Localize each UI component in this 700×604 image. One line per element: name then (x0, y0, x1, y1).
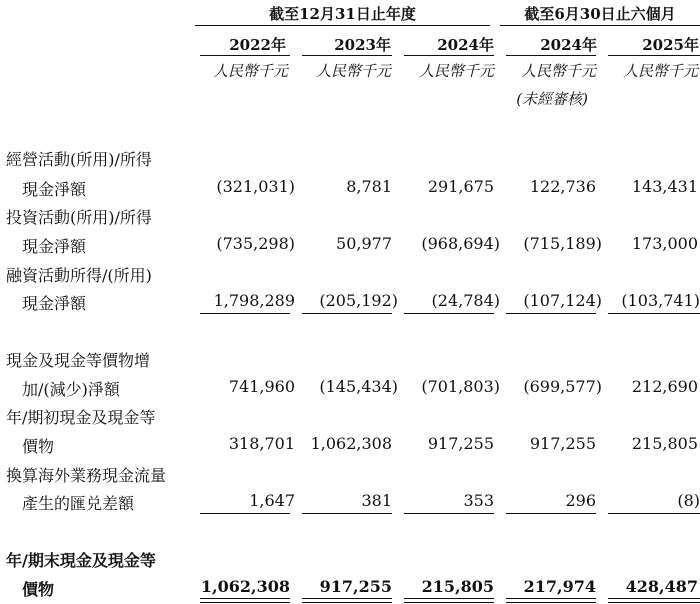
row-investing-value-col3: (968,694) (421, 234, 500, 253)
year-rule-col1 (200, 55, 290, 56)
total-double-rule-col3 (404, 598, 494, 603)
row-investing-label-line1: 投資活動(所用)/所得 (6, 208, 152, 227)
unit-label-col5: 人民幣千元 (622, 62, 698, 80)
row-opening-label-line2: 價物 (22, 437, 55, 456)
header-year-end-rule (195, 25, 490, 26)
total-rule-col2 (302, 513, 392, 514)
total-rule-col1 (200, 513, 290, 514)
row-exchange-value-col4: 296 (565, 491, 596, 510)
row-closing-label-line1: 年/期末現金及現金等 (6, 551, 156, 570)
total-double-rule-col2 (302, 598, 392, 603)
unaudited-note: (未經審核) (516, 90, 588, 108)
row-net-change-value-col1: 741,960 (228, 377, 295, 396)
unit-label-col2: 人民幣千元 (315, 62, 391, 80)
row-investing-value-col1: (735,298) (216, 234, 295, 253)
row-closing-value-col5: 428,487 (625, 577, 698, 596)
row-opening-value-col2: 1,062,308 (310, 434, 392, 453)
header-six-months-group: 截至6月30日止六個月 (524, 5, 676, 23)
row-opening-value-col5: 215,805 (631, 434, 698, 453)
row-operating-value-col2: 8,781 (346, 177, 392, 196)
year-header-col2: 2023年 (334, 36, 391, 54)
row-closing-label-line2: 價物 (22, 580, 55, 599)
row-financing-label-line2: 現金淨額 (22, 294, 87, 313)
row-net-change-value-col2: (145,434) (319, 377, 398, 396)
row-opening-value-col3: 917,255 (427, 434, 494, 453)
row-investing-value-col2: 50,977 (336, 234, 392, 253)
row-closing-value-col2: 917,255 (319, 577, 392, 596)
row-net-change-value-col5: 212,690 (631, 377, 698, 396)
row-operating-value-col5: 143,431 (631, 177, 698, 196)
row-exchange-value-col3: 353 (463, 491, 494, 510)
row-net-change-value-col3: (701,803) (421, 377, 500, 396)
header-six-months-rule (500, 25, 700, 26)
row-net-change-label-line2: 加/(減少)淨額 (22, 380, 120, 399)
row-financing-value-col2: (205,192) (319, 291, 398, 310)
row-operating-value-col1: (321,031) (216, 177, 295, 196)
row-operating-value-col3: 291,675 (427, 177, 494, 196)
total-rule-col3 (404, 513, 494, 514)
subtotal-rule-col3 (404, 313, 494, 314)
row-financing-label-line1: 融資活動所得/(所用) (6, 266, 152, 285)
year-header-col4: 2024年 (540, 36, 597, 54)
row-opening-label-line1: 年/期初現金及現金等 (6, 408, 156, 427)
header-year-end-group: 截至12月31日止年度 (269, 5, 416, 23)
row-investing-value-col4: (715,189) (523, 234, 602, 253)
row-exchange-value-col5: (8) (677, 491, 700, 510)
row-net-change-value-col4: (699,577) (523, 377, 602, 396)
year-rule-col2 (302, 55, 392, 56)
year-rule-col5 (608, 55, 700, 56)
total-double-rule-col1 (200, 598, 290, 603)
subtotal-rule-col1 (200, 313, 290, 314)
row-financing-value-col4: (107,124) (523, 291, 602, 310)
row-investing-value-col5: 173,000 (631, 234, 698, 253)
year-rule-col4 (506, 55, 596, 56)
row-exchange-label-line1: 換算海外業務現金流量 (6, 466, 167, 485)
row-exchange-value-col1: 1,647 (249, 491, 295, 510)
row-opening-value-col4: 917,255 (529, 434, 596, 453)
row-financing-value-col5: (103,741) (621, 291, 700, 310)
unit-label-col4: 人民幣千元 (520, 62, 596, 80)
subtotal-rule-col4 (506, 313, 596, 314)
row-exchange-label-line2: 產生的匯兑差額 (22, 494, 135, 513)
row-operating-value-col4: 122,736 (529, 177, 596, 196)
row-closing-value-col1: 1,062,308 (200, 577, 290, 596)
row-financing-value-col3: (24,784) (431, 291, 500, 310)
row-exchange-value-col2: 381 (361, 491, 392, 510)
subtotal-rule-col5 (608, 313, 700, 314)
total-double-rule-col4 (506, 598, 596, 603)
year-header-col1: 2022年 (229, 36, 286, 54)
year-header-col3: 2024年 (437, 36, 494, 54)
year-rule-col3 (404, 55, 494, 56)
total-double-rule-col5 (608, 598, 700, 603)
year-header-col5: 2025年 (642, 36, 699, 54)
total-rule-col5 (608, 513, 700, 514)
row-opening-value-col1: 318,701 (228, 434, 295, 453)
total-rule-col4 (506, 513, 596, 514)
unit-label-col3: 人民幣千元 (418, 62, 494, 80)
subtotal-rule-col2 (302, 313, 392, 314)
row-closing-value-col3: 215,805 (421, 577, 494, 596)
row-net-change-label-line1: 現金及現金等價物增 (6, 351, 151, 370)
row-operating-label-line2: 現金淨額 (22, 180, 87, 199)
row-financing-value-col1: 1,798,289 (213, 291, 295, 310)
row-investing-label-line2: 現金淨額 (22, 237, 87, 256)
row-closing-value-col4: 217,974 (523, 577, 596, 596)
row-operating-label-line1: 經營活動(所用)/所得 (6, 150, 152, 169)
unit-label-col1: 人民幣千元 (212, 62, 288, 80)
